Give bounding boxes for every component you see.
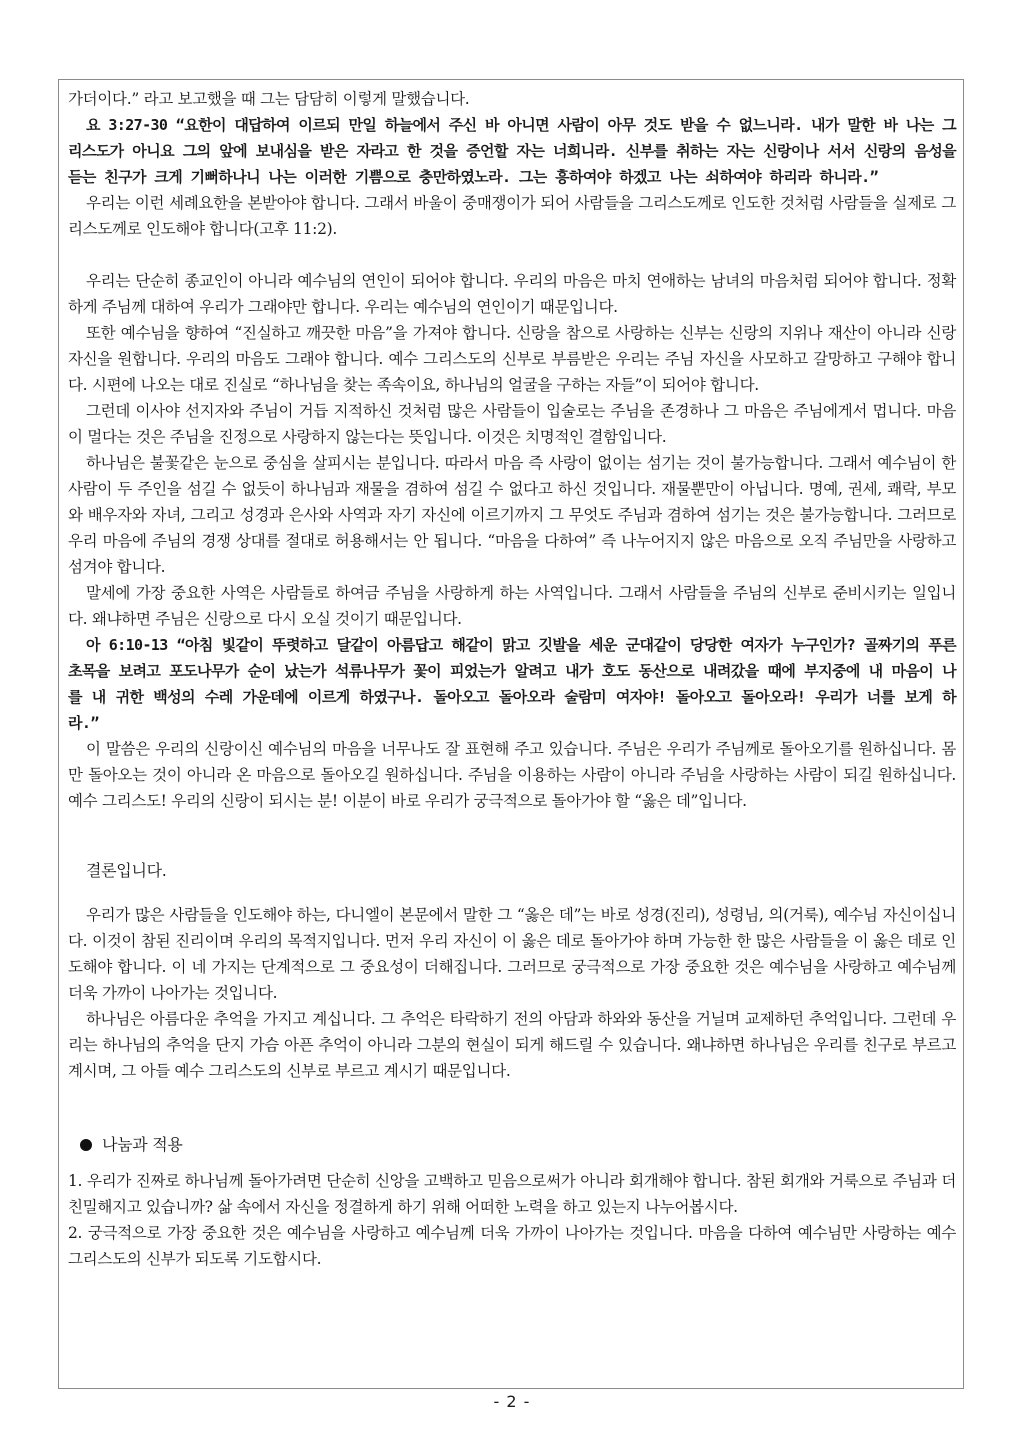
sharing-question-1: 1. 우리가 진짜로 하나님께 돌아가려면 단순히 신앙을 고백하고 믿음으로써가 아니라 회개해야 합니다. 참된 회개와 거룩으로 주님과 더 친밀해지고 있습니까? 삶 속에서 자신을 정결하게 하기 위해 어떠한 노력을 하고 있는지 나누어봅시다. xyxy=(68,1172,956,1216)
paragraph-continuation: 가더이다.” 라고 보고했을 때 그는 담담히 이렇게 말했습니다. xyxy=(68,90,470,108)
page-number: - 2 - xyxy=(493,1392,531,1411)
spacer xyxy=(68,242,956,268)
paragraph-far-heart: 그런데 이사야 선지자와 주님이 거듭 지적하신 것처럼 많은 사람들이 입술로는 주님을 존경하나 그 마음은 주님에게서 멉니다. 마음이 멀다는 것은 주님을 진정으로 사랑하지 않는다는 뜻입니다. 이것은 치명적인 결함입니다. xyxy=(68,402,956,446)
spacer xyxy=(68,1158,956,1168)
paragraph-bridegroom: 이 말씀은 우리의 신랑이신 예수님의 마음을 너무나도 잘 표현해 주고 있습니다. 주님은 우리가 주님께로 돌아오기를 원하십니다. 몸만 돌아오는 것이 아니라 온 마음으로 돌아오길 원하십니다. 주님을 이용하는 사람이 아니라 주님을 사랑하는 사람이 되길 원하십니다. 예수 그리스도! 우리의 신랑이 되시는 분! 이분이 바로 우리가 궁극적으로 돌아가야 할 “옳은 데”입니다. xyxy=(68,740,956,810)
sharing-heading-label: 나눔과 적용 xyxy=(102,1135,183,1154)
spacer xyxy=(68,814,956,858)
paragraph-last-days: 말세에 가장 중요한 사역은 사람들로 하여금 주님을 사랑하게 하는 사역입니다. 그래서 사람들을 주님의 신부로 준비시키는 일입니다. 왜냐하면 주님은 신랑으로 다시 오실 것이기 때문입니다. xyxy=(68,584,956,628)
paragraph-pure-heart: 또한 예수님을 향하여 “진실하고 깨끗한 마음”을 가져야 합니다. 신랑을 참으로 사랑하는 신부는 신랑의 지위나 재산이 아니라 신랑 자신을 원합니다. 우리의 마음도 그래야 합니다. 예수 그리스도의 신부로 부름받은 우리는 주님 자신을 사모하고 갈망하고 구해야 합니다. 시편에 나오는 대로 진실로 “하나님을 찾는 족속이요, 하나님의 얼굴을 구하는 자들”이 되어야 합니다. xyxy=(68,324,956,394)
spacer xyxy=(68,884,956,902)
conclusion-paragraph-1: 우리가 많은 사람들을 인도해야 하는, 다니엘이 본문에서 말한 그 “옳은 데”는 바로 성경(진리), 성령님, 의(거룩), 예수님 자신이십니다. 이것이 참된 진리이며 우리의 목적지입니다. 먼저 우리 자신이 이 옳은 데로 돌아가야 하며 가능한 한 많은 사람들을 이 옳은 데로 인도해야 합니다. 이 네 가지는 단계적으로 그 중요성이 더해집니다. 그러므로 궁극적으로 가장 중요한 것은 예수님을 사랑하고 예수님께 더욱 가까이 나아가는 것입니다. xyxy=(68,906,956,1002)
paragraph-john-baptist: 우리는 이런 세례요한을 본받아야 합니다. 그래서 바울이 중매쟁이가 되어 사람들을 그리스도께로 인도한 것처럼 사람들을 실제로 그리스도께로 인도해야 합니다(고후 11:2). xyxy=(68,194,956,238)
sharing-heading xyxy=(68,1132,956,1158)
scripture-john-3: 요 3:27-30 “요한이 대답하여 이르되 만일 하늘에서 주신 바 아니면 사람이 아무 것도 받을 수 없느니라. 내가 말한 바 나는 그리스도가 아니요 그의 앞에 보내심을 받은 자라고 한 것을 증언할 자는 너희니라. 신부를 취하는 자는 신랑이나 서서 신랑의 음성을 듣는 친구가 크게 기뻐하나니 나는 이러한 기쁨으로 충만하였노라. 그는 흥하여야 하겠고 나는 쇠하여야 하리라 하니라.” xyxy=(68,116,956,186)
conclusion-heading: 결론입니다. xyxy=(86,861,167,880)
document-body xyxy=(68,86,956,1272)
sharing-question-2: 2. 궁극적으로 가장 중요한 것은 예수님을 사랑하고 예수님께 더욱 가까이 나아가는 것입니다. 마음을 다하여 예수님만 사랑하는 예수 그리스도의 신부가 되도록 기도합시다. xyxy=(68,1224,956,1268)
spacer xyxy=(68,1084,956,1132)
conclusion-paragraph-2: 하나님은 아름다운 추억을 가지고 계십니다. 그 추억은 타락하기 전의 아담과 하와와 동산을 거닐며 교제하던 추억입니다. 그런데 우리는 하나님의 추억을 단지 가슴 아픈 추억이 아니라 그분의 현실이 되게 해드릴 수 있습니다. 왜냐하면 하나님은 우리를 친구로 부르고 계시며, 그 아들 예수 그리스도의 신부로 부르고 계시기 때문입니다. xyxy=(68,1010,956,1080)
paragraph-lover: 우리는 단순히 종교인이 아니라 예수님의 연인이 되어야 합니다. 우리의 마음은 마치 연애하는 남녀의 마음처럼 되어야 합니다. 정확하게 주님께 대하여 우리가 그래야만 합니다. 우리는 예수님의 연인이기 때문입니다. xyxy=(68,272,956,316)
scripture-song-6: 아 6:10-13 “아침 빛같이 뚜렷하고 달같이 아름답고 해같이 맑고 깃발을 세운 군대같이 당당한 여자가 누구인가? 골짜기의 푸른 초목을 보려고 포도나무가 순이 났는가 석류나무가 꽃이 피었는가 알려고 내가 호도 동산으로 내려갔을 때에 부지중에 내 마음이 나를 내 귀한 백성의 수레 가운데에 이르게 하였구나. 돌아오고 돌아오라 술람미 여자야! 돌아오고 돌아오라! 우리가 너를 보게 하라.” xyxy=(68,636,956,732)
paragraph-serve: 하나님은 불꽃같은 눈으로 중심을 살피시는 분입니다. 따라서 마음 즉 사랑이 없이는 섬기는 것이 불가능합니다. 그래서 예수님이 한 사람이 두 주인을 섬길 수 없듯이 하나님과 재물을 겸하여 섬길 수 없다고 하신 것입니다. 재물뿐만이 아닙니다. 명예, 권세, 쾌락, 부모와 배우자와 자녀, 그리고 성경과 은사와 사역과 자기 자신에 이르기까지 그 무엇도 주님과 겸하여 섬기는 것은 불가능합니다. 그러므로 우리 마음에 주님의 경쟁 상대를 절대로 허용해서는 안 됩니다. “마음을 다하여” 즉 나누어지지 않은 마음으로 오직 주님만을 사랑하고 섬겨야 합니다. xyxy=(68,454,956,576)
bullet-icon xyxy=(80,1139,92,1151)
